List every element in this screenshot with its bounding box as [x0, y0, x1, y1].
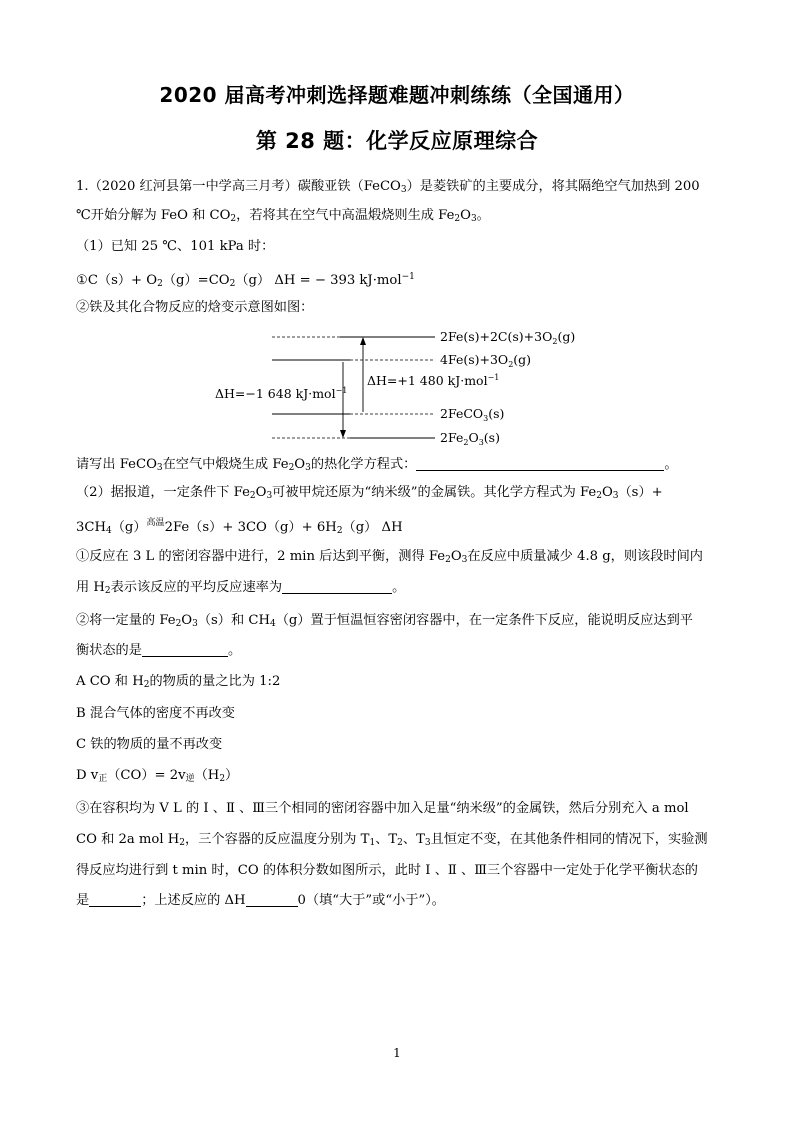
question-3-line-4: 是 ；上述反应的 ΔH 0（填“大于”或“小于”）。	[76, 893, 445, 908]
question-1-line-1: ①反应在 3 L 的密闭容器中进行，2 min 后达到平衡，测得 $Fe_2O_3$在反应中质量减少 4.8 g，则该段时间内	[76, 549, 703, 565]
equation-1: ①C（s）+ $O_2(g)=CO_2(g) \Delta H$ = − 393 kJ·mol$^{-1}$	[76, 272, 415, 289]
page-number: 1	[393, 1046, 401, 1060]
level-label-1: $2Fe(s)+2C(s)+3O_2(g)$	[440, 329, 576, 346]
part2-line-2: $3CH_4(g)^{高温}2Fe(s)+ 3CO(g)+ 6H_2(g)$ ΔH	[76, 518, 403, 536]
question-3-line-1: ③在容积均为 V L 的 Ⅰ 、Ⅱ 、Ⅲ三个相同的密闭容器中加入足量“纳米级”的金属铁，然后分别充入 a mol	[76, 801, 689, 816]
level-label-4: $2Fe_2O_3(s)$	[440, 430, 500, 447]
question-1-line-2: 用 $H_2$表示该反应的平均反应速率为 。	[76, 580, 406, 596]
question-2-line-1: ②将一定量的 $Fe_2O_3(s)$和 $CH_4(g)$置于恒温恒容密闭容器中，在一定条件下反应，能说明反应达到平	[76, 613, 693, 629]
arrow-dh1-head	[340, 430, 346, 438]
answer-blank-3[interactable]	[142, 644, 228, 657]
page-title: 2020 届高考冲刺选择题难题冲刺练练（全国通用）	[159, 83, 635, 107]
intro-line-1: 1.（2020 红河县第一中学高三月考）碳酸亚铁（FeCO$_3$）是菱铁矿的主要成分，将其隔绝空气加热到 200	[76, 179, 700, 195]
part2-line-1: （2）据报道，一定条件下 $Fe_2O_3$可被甲烷还原为“纳米级”的金属铁。其化学方程式为 $Fe_2O_3(s)+$	[76, 485, 663, 501]
option-d: D v正（CO）= 2v逆$(H_2)$	[76, 768, 239, 784]
question-3-line-3: 得反应均进行到 t min 时，CO 的体积分数如图所示，此时 Ⅰ 、Ⅱ 、Ⅲ三个容器中一定处于化学平衡状态的	[76, 863, 698, 878]
enthalpy-diagram	[210, 325, 610, 450]
part1-label: （1）已知 25 ℃、101 kPa 时：	[76, 239, 275, 254]
ask-equation-line: 请写出 FeCO$_3$在空气中煅烧生成 $Fe_2O_3$的热化学方程式： 。	[76, 457, 678, 473]
question-2-line-2: 衡状态的是 。	[76, 643, 242, 658]
answer-blank-1[interactable]	[416, 458, 664, 471]
answer-blank-2[interactable]	[282, 581, 392, 594]
diagram-intro: ②铁及其化合物反应的焓变示意图如图：	[76, 300, 314, 315]
question-3-line-2: CO 和 2a mol $H_2$，三个容器的反应温度分别为 $T_1$、$T_2$、$T_3$且恒定不变，在其他条件相同的情况下，实验测	[76, 832, 708, 848]
intro-line-2: ℃开始分解为 FeO 和 $CO_2$，若将其在空气中高温煅烧则生成 $Fe_2O_3$。	[76, 208, 490, 224]
option-b: B 混合气体的密度不再改变	[76, 706, 235, 721]
answer-blank-5[interactable]	[246, 894, 298, 907]
arrow-dh2-head	[360, 337, 366, 345]
level-label-3: 2FeCO$_3$(s)	[440, 406, 505, 423]
dh2-label: ΔH=+1 480 kJ·mol$^{-1}$	[367, 373, 500, 388]
answer-blank-4[interactable]	[89, 894, 141, 907]
dh1-label: ΔH=−1 648 kJ·mol$^{-1}$	[215, 386, 348, 401]
page-subtitle: 第 28 题：化学反应原理综合	[255, 129, 539, 153]
option-c: C 铁的物质的量不再改变	[76, 737, 223, 752]
level-label-2: $4Fe(s)+3O_2(g)$	[440, 352, 532, 369]
option-a: A CO 和 $H_2$的物质的量之比为 1:2	[76, 674, 281, 690]
